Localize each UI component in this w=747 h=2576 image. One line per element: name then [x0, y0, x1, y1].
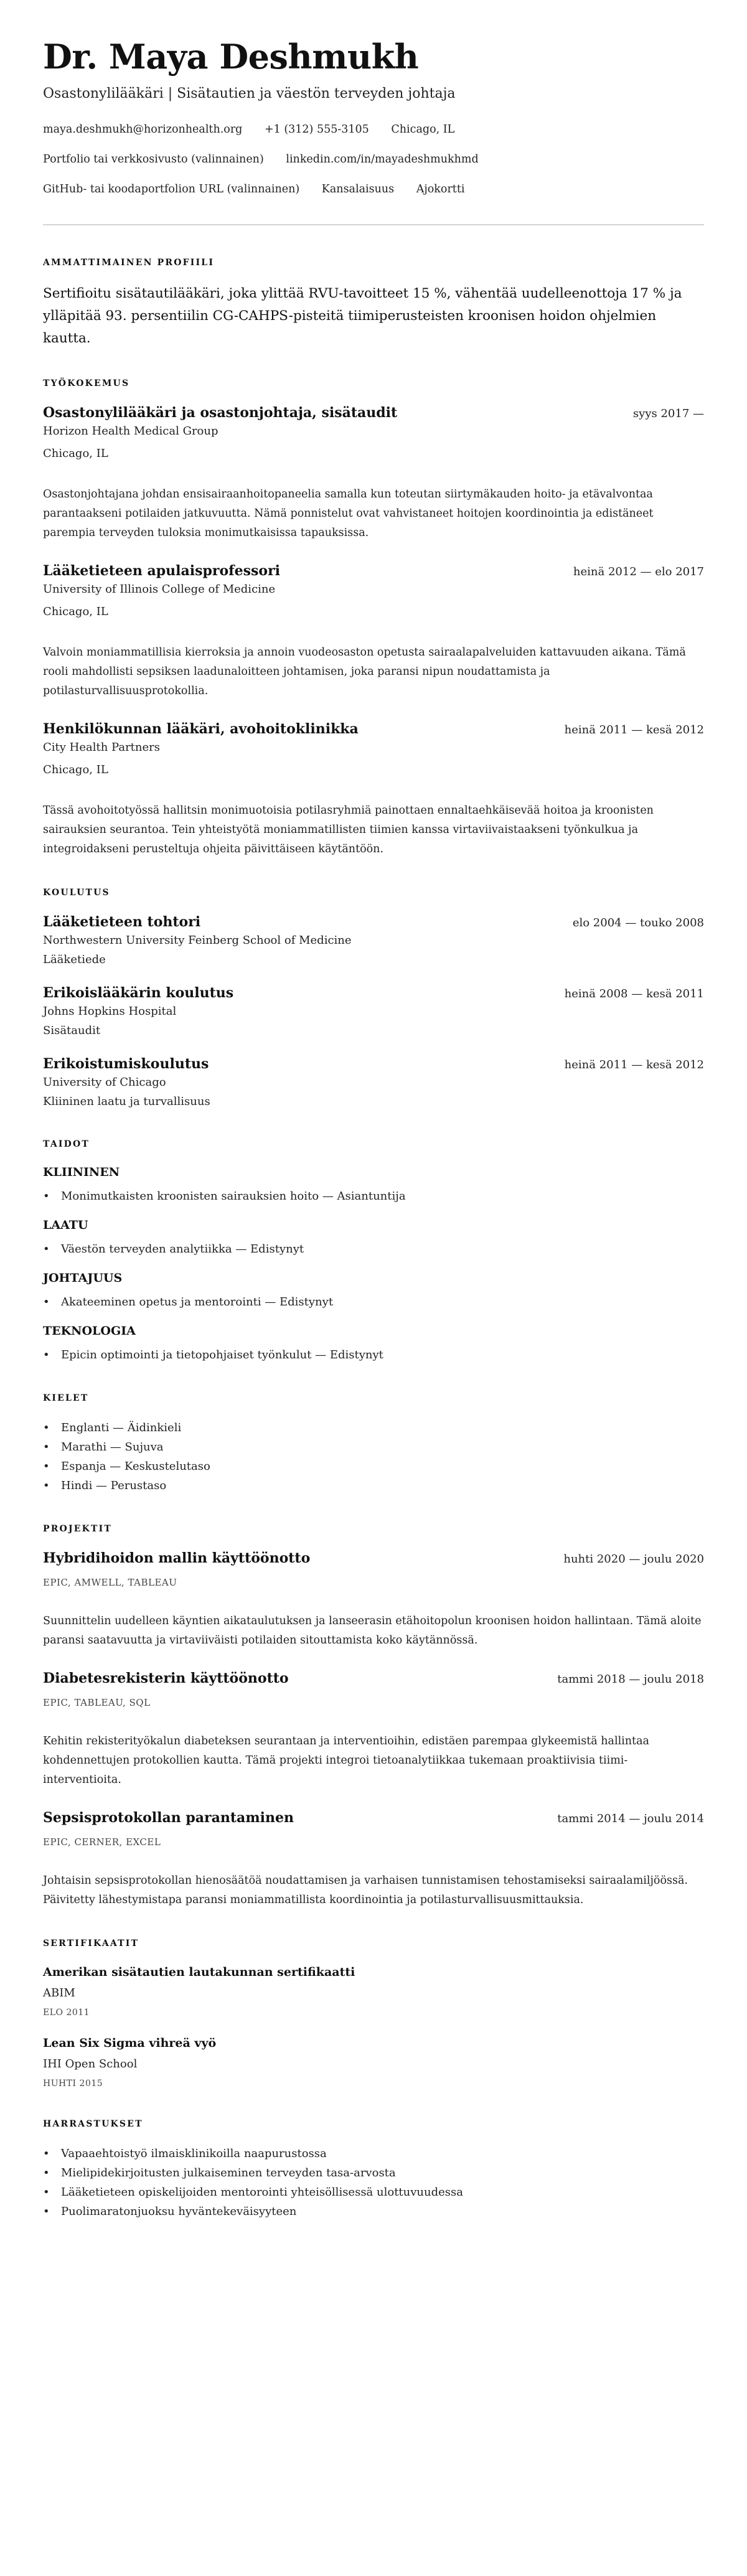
- entry-header: [43, 913, 704, 932]
- language-list: [43, 1418, 704, 1495]
- profile-section: [43, 256, 704, 350]
- language-item: • Englanti — Äidinkieli: [43, 1418, 704, 1437]
- section-heading: AMMATTIMAINEN PROFIILI: [43, 258, 215, 268]
- interest-item: • Lääketieteen opiskelijoiden mentorointi yhteisöllisessä ulottuvuudessa: [43, 2183, 704, 2202]
- contact-row: [43, 152, 704, 167]
- project-tech: EPIC, AMWELL, TABLEAU: [43, 1577, 177, 1588]
- skill-group: [43, 1164, 704, 1206]
- skill-category: LAATU: [43, 1218, 88, 1232]
- certification-issuer: ABIM: [43, 1986, 75, 2000]
- contact-github[interactable]: GitHub- tai koodaportfolion URL (valinnainen): [43, 183, 300, 195]
- entry-header: [43, 1669, 704, 1688]
- section-heading: TAIDOT: [43, 1139, 90, 1149]
- job-dates: heinä 2011 — kesä 2012: [564, 723, 704, 736]
- project-dates: tammi 2014 — joulu 2014: [557, 1812, 704, 1825]
- education-dates: heinä 2008 — kesä 2011: [564, 987, 704, 1000]
- job-location: Chicago, IL: [43, 447, 108, 460]
- section-heading: PROJEKTIT: [43, 1524, 113, 1534]
- skill-group: [43, 1270, 704, 1312]
- language-item: • Hindi — Perustaso: [43, 1476, 704, 1495]
- entry-header: [43, 1549, 704, 1568]
- skill-category: JOHTAJUUS: [43, 1271, 123, 1285]
- contact-portfolio[interactable]: Portfolio tai verkkosivusto (valinnainen): [43, 153, 264, 166]
- contact-row: [43, 182, 704, 197]
- skill-list: [43, 1239, 704, 1259]
- language-item: • Marathi — Sujuva: [43, 1437, 704, 1457]
- contact-row: [43, 122, 704, 137]
- skill-item: • Väestön terveyden analytiikka — Edistynyt: [43, 1239, 704, 1259]
- education-dates: heinä 2011 — kesä 2012: [564, 1058, 704, 1071]
- certification-date: HUHTI 2015: [43, 2079, 103, 2089]
- entry-header: [43, 562, 704, 581]
- degree-title: Erikoislääkärin koulutus: [43, 985, 234, 1001]
- project-entry: [43, 1808, 704, 1910]
- school-name: University of Chicago: [43, 1076, 166, 1089]
- entry-header: [43, 403, 704, 423]
- skills-section: [43, 1138, 704, 1365]
- field-of-study: Kliininen laatu ja turvallisuus: [43, 1095, 210, 1108]
- field-of-study: Lääketiede: [43, 953, 106, 966]
- contact-citizenship: Kansalaisuus: [321, 183, 395, 195]
- job-location: Chicago, IL: [43, 605, 108, 618]
- education-entry: [43, 1055, 704, 1111]
- project-tech: EPIC, TABLEAU, SQL: [43, 1697, 151, 1708]
- employer: Horizon Health Medical Group: [43, 425, 218, 438]
- section-heading: KOULUTUS: [43, 888, 110, 898]
- employer: City Health Partners: [43, 741, 160, 754]
- job-dates: syys 2017 —: [632, 407, 704, 420]
- job-description: Valvoin moniammatillisia kierroksia ja annoin vuodeosaston opetusta sairaalapalveluiden kattavuuden aikana. Tämä rooli mahdollisti sepsiksen laadunaloitteen johtamisen, joka paransi nipun noudattamista ja potilasturvallisuusprotokollia.: [43, 646, 686, 697]
- job-location: Chicago, IL: [43, 763, 108, 776]
- skill-list: [43, 1345, 704, 1365]
- entry-header: [43, 1808, 704, 1828]
- education-entry: [43, 913, 704, 969]
- field-of-study: Sisätaudit: [43, 1024, 101, 1037]
- contact-location: Chicago, IL: [391, 123, 455, 136]
- job-description: Tässä avohoitotyössä hallitsin monimuotoisia potilasryhmiä painottaen ennaltaehkäisevää hoitoa ja kroonisten sairauksien seurantoa. Tein yhteistyötä moniammatillisten tiimien kanssa virtaviivaistaakseni työnkulkua ja integroidakseni perusteltuja ohjeita päivittäiseen käytäntöön.: [43, 804, 654, 855]
- interest-item: • Mielipidekirjoitusten julkaiseminen terveyden tasa-arvosta: [43, 2163, 704, 2183]
- education-section: [43, 886, 704, 1111]
- education-dates: elo 2004 — touko 2008: [572, 916, 704, 929]
- skill-item: • Akateeminen opetus ja mentorointi — Edistynyt: [43, 1292, 704, 1312]
- interest-item: • Puolimaratonjuoksu hyväntekeväisyyteen: [43, 2202, 704, 2221]
- project-description: Johtaisin sepsisprotokollan hienosäätöä noudattamisen ja varhaisen tunnistamisen tehostamiseksi sairaalamiljöössä. Päivitetty lähestymistapa paransi moniammatillista koordinointia ja potilasturvallisuusmittauksia.: [43, 1874, 688, 1906]
- job-title: Osastonylilääkäri ja osastonjohtaja, sisätaudit: [43, 405, 398, 421]
- candidate-headline: Osastonylilääkäri | Sisätautien ja väestön terveyden johtaja: [43, 86, 456, 101]
- education-entry: [43, 984, 704, 1040]
- skill-list: [43, 1292, 704, 1312]
- certification-date: ELO 2011: [43, 2008, 90, 2018]
- certifications-section: [43, 1937, 704, 2090]
- project-dates: tammi 2018 — joulu 2018: [557, 1673, 704, 1686]
- profile-text: Sertifioitu sisätautilääkäri, joka ylittää RVU-tavoitteet 15 %, vähentää uudelleenottoja 17 % ja ylläpitää 93. persentiilin CG-CAHPS-pisteitä tiimiperusteisten kroonisen hoidon ohjelmien kautta.: [43, 286, 682, 346]
- contact-linkedin[interactable]: linkedin.com/in/mayadeshmukhmd: [286, 153, 479, 166]
- projects-section: [43, 1523, 704, 1910]
- degree-title: Lääketieteen tohtori: [43, 914, 201, 930]
- certification-title: Amerikan sisätautien lautakunnan sertifikaatti: [43, 1965, 355, 1979]
- project-tech: EPIC, CERNER, EXCEL: [43, 1836, 161, 1848]
- experience-entry: [43, 562, 704, 701]
- job-title: Henkilökunnan lääkäri, avohoitoklinikka: [43, 721, 359, 737]
- skill-list: [43, 1187, 704, 1206]
- interest-list: [43, 2144, 704, 2221]
- skill-item: • Epicin optimointi ja tietopohjaiset työnkulut — Edistynyt: [43, 1345, 704, 1365]
- section-heading: HARRASTUKSET: [43, 2119, 143, 2129]
- contact-phone[interactable]: +1 (312) 555-3105: [264, 123, 369, 136]
- experience-section: [43, 377, 704, 859]
- school-name: Johns Hopkins Hospital: [43, 1005, 177, 1018]
- skill-group: [43, 1323, 704, 1365]
- project-entry: [43, 1669, 704, 1790]
- interest-item: • Vapaaehtoistyö ilmaisklinikoilla naapurustossa: [43, 2144, 704, 2163]
- project-entry: [43, 1549, 704, 1650]
- section-heading: KIELET: [43, 1393, 89, 1403]
- skill-item: • Monimutkaisten kroonisten sairauksien hoito — Asiantuntija: [43, 1187, 704, 1206]
- section-heading: SERTIFIKAATIT: [43, 1939, 139, 1948]
- header-divider: [43, 224, 704, 225]
- entry-header: [43, 1055, 704, 1074]
- skill-group: [43, 1217, 704, 1259]
- languages-section: [43, 1392, 704, 1495]
- contact-email[interactable]: maya.deshmukh@horizonhealth.org: [43, 123, 243, 136]
- project-description: Suunnittelin uudelleen käyntien aikataulutuksen ja lanseerasin etähoitopolun kroonisen hoidon hallintaan. Tämä aloite paransi saatavuutta ja virtaviiväisti potilaiden sitouttamista koko käytännössä.: [43, 1615, 702, 1647]
- employer: University of Illinois College of Medicine: [43, 583, 276, 596]
- certification-issuer: IHI Open School: [43, 2057, 138, 2071]
- school-name: Northwestern University Feinberg School of Medicine: [43, 934, 352, 947]
- contact-drivers-license: Ajokortti: [416, 183, 465, 195]
- skill-category: KLIININEN: [43, 1165, 120, 1179]
- project-dates: huhti 2020 — joulu 2020: [563, 1553, 704, 1566]
- degree-title: Erikoistumiskoulutus: [43, 1056, 209, 1072]
- certification-entry: [43, 1963, 704, 2019]
- project-description: Kehitin rekisterityökalun diabeteksen seurantaan ja interventioihin, edistäen parempaa glykeemistä hallintaa kohdennettujen protokollien kautta. Tämä projekti integroi tietoanalytiikkaa tukemaan proaktiivisia tiimi-interventioita.: [43, 1735, 649, 1786]
- certification-title: Lean Six Sigma vihreä vyö: [43, 2036, 217, 2050]
- job-title: Lääketieteen apulaisprofessori: [43, 563, 281, 579]
- job-description: Osastonjohtajana johdan ensisairaanhoitopaneelia samalla kun toteutan siirtymäkauden hoito- ja etävalvontaa parantaakseni potilaiden jatkuvuutta. Nämä ponnistelut ovat vahvistaneet hoitojen koordinointia ja edistäneet parempia terveyden tuloksia monimutkaisissa tapauksissa.: [43, 488, 654, 539]
- candidate-name: Dr. Maya Deshmukh: [43, 37, 419, 77]
- section-heading: TYÖKOKEMUS: [43, 378, 130, 388]
- entry-header: [43, 720, 704, 739]
- experience-entry: [43, 403, 704, 543]
- skill-category: TEKNOLOGIA: [43, 1324, 136, 1338]
- project-title: Sepsisprotokollan parantaminen: [43, 1810, 294, 1826]
- entry-header: [43, 984, 704, 1003]
- job-dates: heinä 2012 — elo 2017: [573, 565, 704, 578]
- project-title: Hybridihoidon mallin käyttöönotto: [43, 1550, 311, 1566]
- interests-section: [43, 2118, 704, 2221]
- language-item: • Espanja — Keskustelutaso: [43, 1457, 704, 1476]
- project-title: Diabetesrekisterin käyttöönotto: [43, 1670, 289, 1686]
- experience-entry: [43, 720, 704, 859]
- resume-header: [43, 36, 704, 197]
- certification-entry: [43, 2034, 704, 2090]
